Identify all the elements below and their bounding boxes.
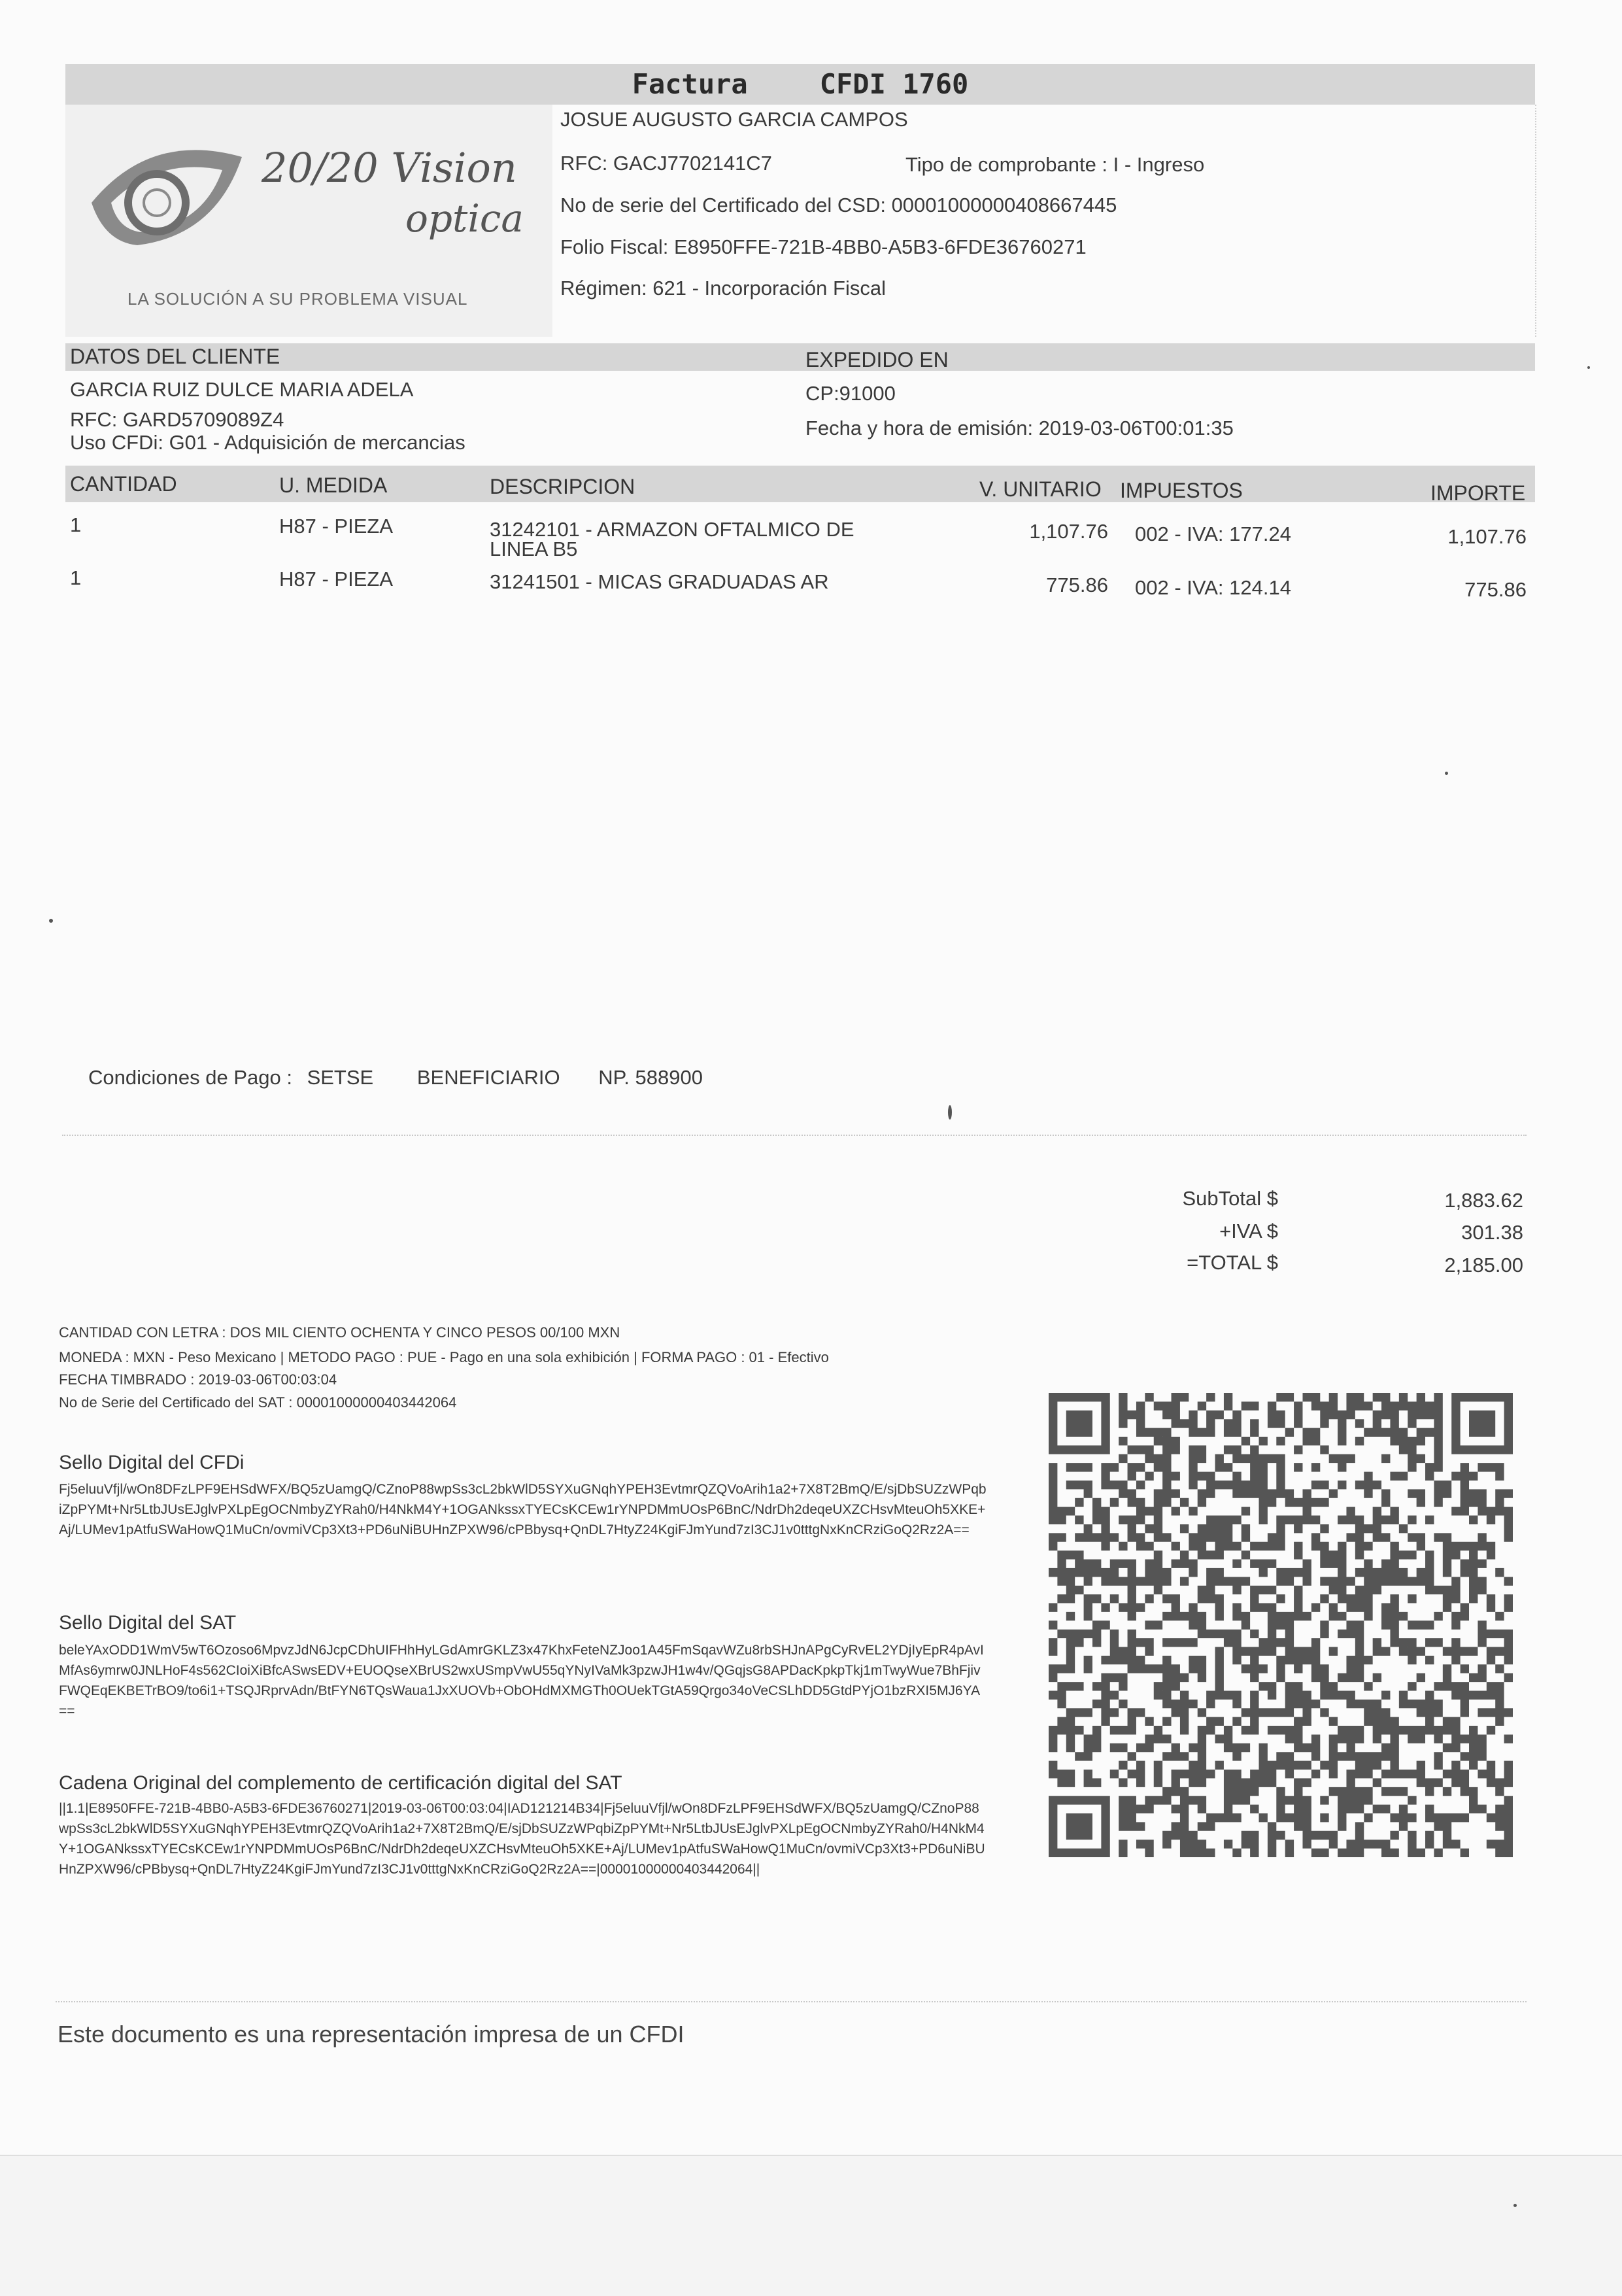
fecha-timbrado: FECHA TIMBRADO : 2019-03-06T00:03:04: [59, 1371, 337, 1388]
total-label: =TOTAL $: [1187, 1251, 1278, 1274]
issuer-rfc: RFC: GACJ7702141C7: [560, 152, 772, 175]
col-importe: IMPORTE: [1430, 481, 1526, 505]
subtotal-label: SubTotal $: [1182, 1187, 1278, 1210]
fecha-emision: Fecha y hora de emisión: 2019-03-06T00:01:35: [805, 417, 1234, 439]
client-name: GARCIA RUIZ DULCE MARIA ADELA: [70, 378, 414, 401]
scan-speck: [49, 919, 53, 923]
folio-fiscal: Folio Fiscal: E8950FFE-721B-4BB0-A5B3-6FDE36760271: [560, 235, 1087, 258]
row-unitario: 775.86: [1046, 574, 1108, 596]
expedido-section-label: EXPEDIDO EN: [805, 348, 949, 371]
doc-type: Factura: [632, 68, 748, 100]
page-bottom-edge: [0, 2155, 1622, 2296]
cadena-original-title: Cadena Original del complemento de certificación digital del SAT: [59, 1772, 622, 1794]
issuer-name: JOSUE AUGUSTO GARCIA CAMPOS: [560, 108, 908, 131]
col-cantidad: CANTIDAD: [70, 472, 177, 496]
col-impuestos: IMPUESTOS: [1120, 479, 1243, 502]
col-unidad: U. MEDIDA: [279, 473, 388, 497]
serie-sat: No de Serie del Certificado del SAT : 00001000000403442064: [59, 1394, 457, 1411]
moneda-metodo: MONEDA : MXN - Peso Mexicano | METODO PAGO : PUE - Pago en una sola exhibición | FORMA PAGO : 01 - Efectivo: [59, 1349, 829, 1365]
client-uso-cfdi: Uso CFDi: G01 - Adquisición de mercancias: [70, 431, 465, 454]
scan-speck: [948, 1105, 952, 1120]
row-impuestos: 002 - IVA: 124.14: [1135, 576, 1291, 599]
sello-cfdi-value: Fj5eluuVfjl/wOn8DFzLPF9EHSdWFX/BQ5zUamgQ/CZnoP88wpSs3cL2bkWlD5SYXuGNqhYPEH3EvtmrQZQVoArih1a2+7X8T2BmQ/E/sjDbSUZzWPqbiZpPYMt+Nr5LtbJUsEJglvPXLpEgOCNmbyZYRah0/H4NkM4Y+1OGANkssxTYECsKCEw1rYNPDMmUOsP6BnC/NdrDh2deqeUXZCHsvMteuOh5XKE+Aj/LUMev1pAtfuSWaHowQ1MuCn/ovmiVCp3Xt3+PD6uNiBUHnZPXW96/cPBbysq+QnDL7HtyZ24KgiFJmYund7zI3CJ1v0tttgNxKnCRziGoQ2Rz2A==: [59, 1482, 987, 1537]
regimen-fiscal: Régimen: 621 - Incorporación Fiscal: [560, 277, 886, 300]
cantidad-letra: CANTIDAD CON LETRA : DOS MIL CIENTO OCHENTA Y CINCO PESOS 00/100 MXN: [59, 1324, 620, 1341]
col-descripcion: DESCRIPCION: [490, 475, 635, 498]
tipo-comprobante: Tipo de comprobante : I - Ingreso: [905, 153, 1205, 176]
logo-tagline: LA SOLUCIÓN A SU PROBLEMA VISUAL: [127, 289, 468, 309]
row-unidad: H87 - PIEZA: [279, 515, 393, 538]
row-descripcion: 31241501 - MICAS GRADUADAS AR: [490, 570, 829, 593]
logo: [65, 105, 552, 337]
scan-speck: [1513, 2204, 1517, 2207]
footer-note: Este documento es una representación impresa de un CFDI: [58, 2021, 684, 2048]
expedido-cp: CP:91000: [805, 382, 896, 405]
subtotal-value: 1,883.62: [1444, 1189, 1523, 1212]
divider-1: [62, 1135, 1527, 1136]
row-descripcion-cont: LINEA B5: [490, 538, 578, 560]
client-section-label: DATOS DEL CLIENTE: [70, 345, 280, 368]
qr-code-icon: [1049, 1393, 1513, 1857]
divider-2: [56, 2001, 1527, 2002]
row-unidad: H87 - PIEZA: [279, 568, 393, 591]
beneficiario-label: BENEFICIARIO: [416, 1066, 560, 1089]
row-descripcion: 31242101 - ARMAZON OFTALMICO DE: [490, 518, 854, 541]
condiciones-pago: [88, 1066, 703, 1089]
total-value: 2,185.00: [1444, 1254, 1523, 1277]
row-importe: 1,107.76: [1447, 525, 1527, 548]
brand-sub: optica: [405, 196, 524, 241]
condiciones-label: Condiciones de Pago :: [88, 1066, 292, 1089]
client-rfc: RFC: GARD5709089Z4: [70, 408, 284, 431]
scan-speck: [1587, 366, 1590, 369]
invoice-title: [65, 65, 1535, 103]
sello-sat-title: Sello Digital del SAT: [59, 1612, 237, 1634]
doc-number: CFDI 1760: [819, 68, 969, 100]
brand-name: 20/20 Vision: [262, 144, 517, 192]
iva-label: +IVA $: [1219, 1220, 1278, 1242]
issuer-box-border: [552, 105, 1536, 337]
sello-cfdi-title: Sello Digital del CFDi: [59, 1452, 245, 1473]
np-number: NP. 588900: [598, 1066, 703, 1089]
cadena-original-value: ||1.1|E8950FFE-721B-4BB0-A5B3-6FDE36760271|2019-03-06T00:03:04|IAD121214B34|Fj5eluuVfjl/wOn8DFzLPF9EHSdWFX/BQ5zUamgQ/CZnoP88wpSs3cL2bkWlD5SYXuGNqhYPEH3EvtmrQZQVoArih1a2+7X8T2BmQ/E/sjDbSUZzWPqbiZpPYMt+Nr5LtbJUsEJglvPXLpEgOCNmbyZYRah0/H4NkM4Y+1OGANkssxTYECsKCEw1rYNPDMmUOsP6BnC/NdrDh2deqeUXZCHsvMteuOh5XKE+Aj/LUMev1pAtfuSWaHowQ1MuCn/ovmiVCp3Xt3+PD6uNiBUHnZPXW96/cPBbysq+QnDL7HtyZ24KgiFJmYund7zI3CJ1v0tttgNxKnCRziGoQ2Rz2A==|00001000000403442064||: [59, 1801, 985, 1877]
serie-csd: No de serie del Certificado del CSD: 00001000000408667445: [560, 194, 1117, 216]
row-cantidad: 1: [70, 513, 82, 536]
client-band: [65, 343, 1535, 371]
col-unitario: V. UNITARIO: [979, 477, 1102, 501]
row-unitario: 1,107.76: [1029, 520, 1108, 543]
row-cantidad: 1: [70, 566, 82, 589]
sello-sat-value: beleYAxODD1WmV5wT6Ozoso6MpvzJdN6JcpCDhUIFHhHyLGdAmrGKLZ3x47KhxFeteNZJoo1A45FmSqavWZu8rbSHJnAPgCyRvEL2YDjIyEpR4pAvIMfAs6ymrw0JNLHoF4s562CIoiXiBfcASwsEDV+EUOQseXBrUS2wxUSmpVwU55qYNyIVaMk3pzwJH1w4v/QGqjsG8APDacKpkpTkj1mTwyWue7BhFjivFWQEqEKBETrBO9/to6i1+TSQJRprvAdn/BtFYN6TQsWaua1JxXUOVb+ObOHdMXMGTh0OUekTGtA59Qrgo34oVeCSLhDD5GtdPYjO1bzRXI5MJ6YA==: [59, 1643, 984, 1719]
scan-speck: [1445, 772, 1448, 775]
iva-value: 301.38: [1461, 1221, 1523, 1244]
row-importe: 775.86: [1464, 578, 1527, 601]
row-impuestos: 002 - IVA: 177.24: [1135, 523, 1291, 545]
condiciones-value: SETSE: [307, 1066, 374, 1089]
